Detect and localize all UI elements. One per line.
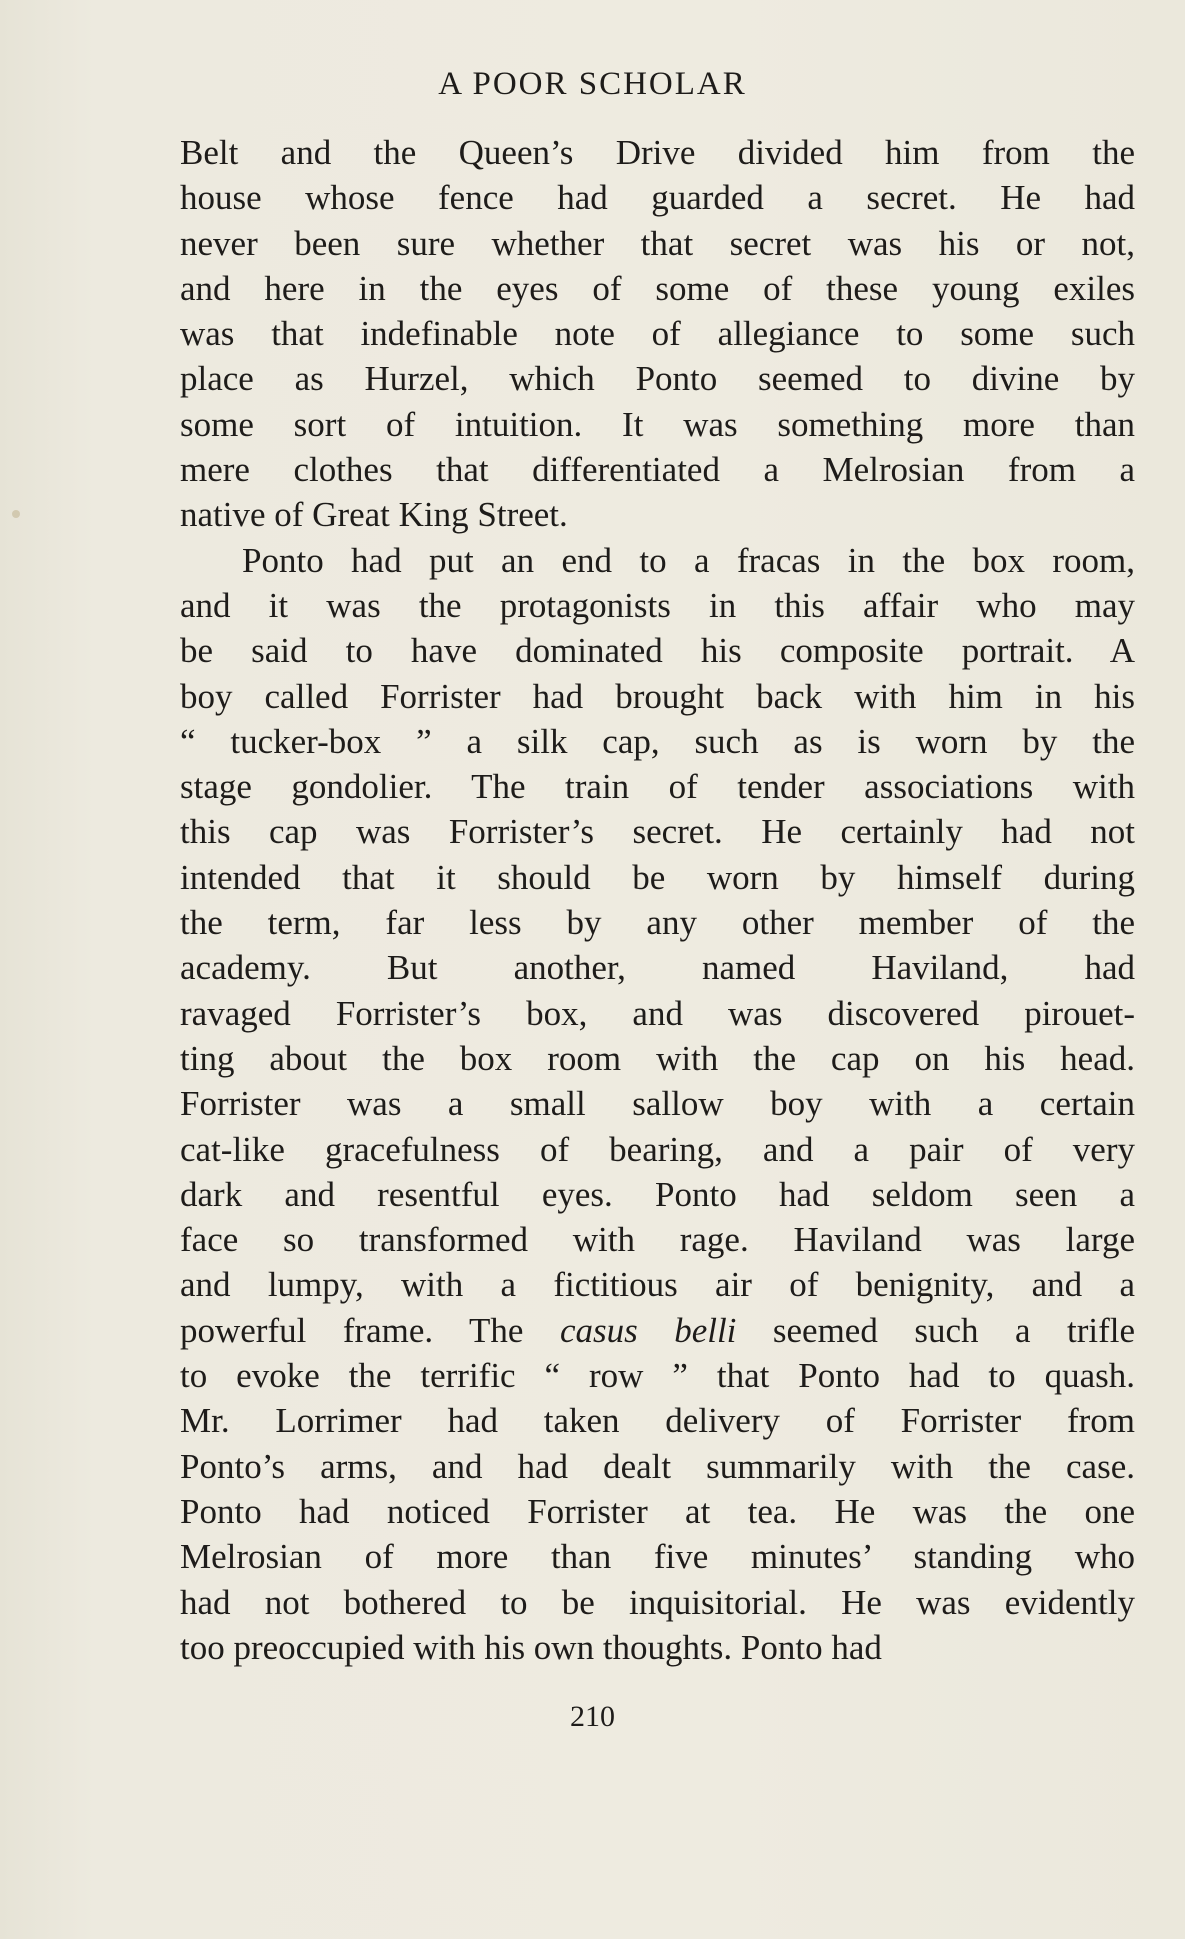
- text-line: place as Hurzel, which Ponto seemed to divine by: [180, 359, 1135, 399]
- text-line: ting about the box room with the cap on his head.: [180, 1038, 1135, 1078]
- text-line: and it was the protagonists in this affair who may: [180, 585, 1135, 625]
- text-line: the term, far less by any other member of the: [180, 903, 1135, 943]
- text-line: intended that it should be worn by himself during: [180, 857, 1135, 897]
- text-line: cat-like gracefulness of bearing, and a pair of very: [180, 1129, 1135, 1169]
- text-line: “ tucker-box ” a silk cap, such as is worn by the: [180, 721, 1135, 761]
- text-line: boy called Forrister had brought back with him in his: [180, 676, 1135, 716]
- text-line: was that indefinable note of allegiance to some such: [180, 314, 1135, 354]
- text-line: Forrister was a small sallow boy with a certain: [180, 1084, 1135, 1124]
- text-line: Ponto’s arms, and had dealt summarily with the case.: [180, 1446, 1135, 1486]
- text-line: face so transformed with rage. Haviland was large: [180, 1220, 1135, 1260]
- text-line: Belt and the Queen’s Drive divided him from the: [180, 133, 1135, 172]
- text-line: too preoccupied with his own thoughts. Ponto had: [180, 1627, 882, 1667]
- text-line: and lumpy, with a fictitious air of benignity, and a: [180, 1265, 1135, 1305]
- text-line: to evoke the terrific “ row ” that Ponto had to quash.: [180, 1356, 1135, 1396]
- page-number: 210: [570, 1700, 615, 1733]
- body-text: [180, 130, 1135, 1670]
- text-line: never been sure whether that secret was his or not,: [180, 223, 1135, 263]
- paper-speck: [12, 510, 20, 518]
- text-line: this cap was Forrister’s secret. He certainly had not: [180, 812, 1135, 852]
- text-line: some sort of intuition. It was something more than: [180, 404, 1135, 444]
- text-line: house whose fence had guarded a secret. He had: [180, 178, 1135, 218]
- text-line: native of Great King Street.: [180, 495, 568, 535]
- text-line: ravaged Forrister’s box, and was discovered pirouet-: [180, 993, 1135, 1033]
- text-line: stage gondolier. The train of tender associations with: [180, 767, 1135, 807]
- text-line: be said to have dominated his composite portrait. A: [180, 631, 1135, 671]
- text-line: mere clothes that differentiated a Melrosian from a: [180, 450, 1135, 490]
- text-line: Ponto had noticed Forrister at tea. He was the one: [180, 1491, 1135, 1531]
- text-line: Ponto had put an end to a fracas in the box room,: [242, 540, 1135, 580]
- text-line: powerful frame. The casus belli seemed such a trifle: [180, 1310, 1135, 1350]
- italic-phrase: casus belli: [559, 1310, 737, 1350]
- text-line: had not bothered to be inquisitorial. He was evidently: [180, 1582, 1135, 1622]
- text-line: academy. But another, named Haviland, had: [180, 948, 1135, 988]
- text-line: dark and resentful eyes. Ponto had seldom seen a: [180, 1174, 1135, 1214]
- text-line: Melrosian of more than five minutes’ standing who: [180, 1537, 1135, 1577]
- running-head: A POOR SCHOLAR: [438, 66, 747, 102]
- text-line: Mr. Lorrimer had taken delivery of Forrister from: [180, 1401, 1135, 1441]
- text-line: and here in the eyes of some of these young exiles: [180, 268, 1135, 308]
